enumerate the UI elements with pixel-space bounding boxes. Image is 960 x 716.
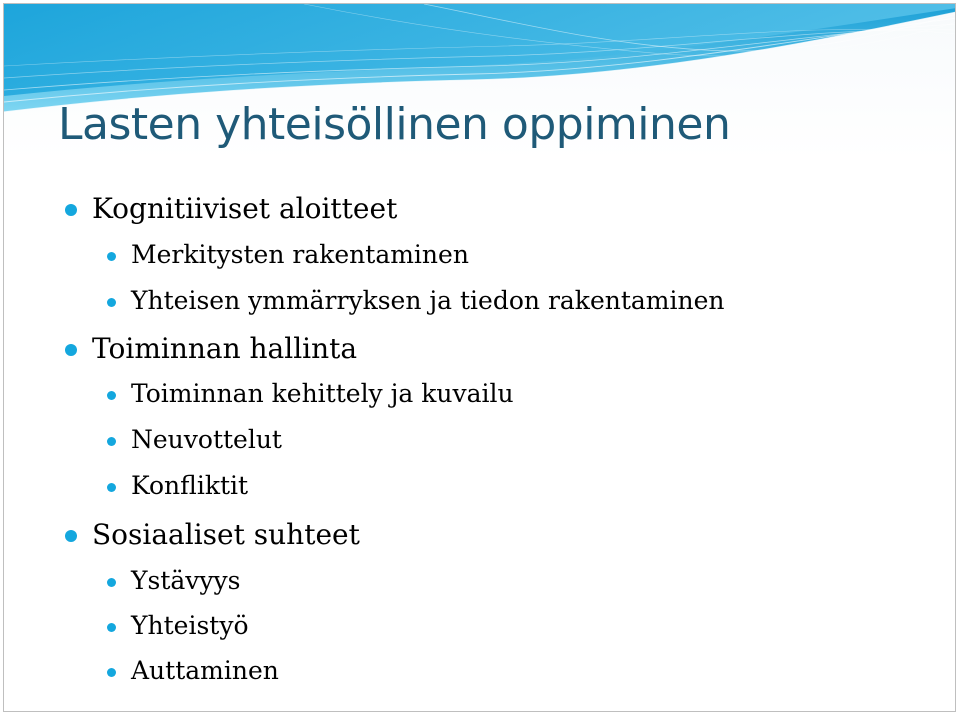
bullet-item-level1 [92, 518, 360, 551]
bullet-item-level2 [131, 611, 249, 640]
bullet-dot-icon [65, 204, 77, 216]
bullet-text: Toiminnan hallinta [92, 332, 358, 365]
bullet-dot-icon [65, 344, 77, 356]
bullet-text: Auttaminen [131, 656, 279, 685]
bullet-text: Toiminnan kehittely ja kuvailu [131, 379, 514, 408]
bullet-item-level2 [131, 379, 514, 408]
bullet-dot-icon [107, 391, 116, 400]
bullet-item-level2 [131, 566, 241, 595]
slide-title: Lasten yhteisöllinen oppiminen [58, 99, 731, 150]
bullet-dot-icon [107, 668, 116, 677]
bullet-item-level1 [92, 332, 357, 365]
bullet-dot-icon [65, 530, 77, 542]
bullet-item-level2 [131, 286, 725, 315]
bullet-dot-icon [107, 252, 116, 261]
bullet-item-level2 [131, 425, 282, 454]
bullet-text: Konfliktit [131, 471, 249, 500]
bullet-item-level2 [131, 471, 248, 500]
bullet-text: Neuvottelut [131, 425, 282, 454]
bullet-dot-icon [107, 483, 116, 492]
bullet-item-level2 [131, 656, 279, 685]
bullet-dot-icon [107, 623, 116, 632]
bullet-item-level2 [131, 240, 469, 269]
bullet-dot-icon [107, 437, 116, 446]
bullet-text: Yhteistyö [131, 611, 249, 640]
bullet-dot-icon [107, 298, 116, 307]
bullet-text: Yhteisen ymmärryksen ja tiedon rakentaminen [131, 286, 725, 315]
bullet-text: Merkitysten rakentaminen [131, 240, 469, 269]
bullet-text: Sosiaaliset suhteet [92, 518, 360, 551]
bullet-dot-icon [107, 578, 116, 587]
bullet-item-level1 [92, 192, 397, 225]
slide [3, 3, 956, 712]
bullet-text: Ystävyys [131, 566, 241, 595]
bullet-text: Kognitiiviset aloitteet [92, 192, 398, 225]
